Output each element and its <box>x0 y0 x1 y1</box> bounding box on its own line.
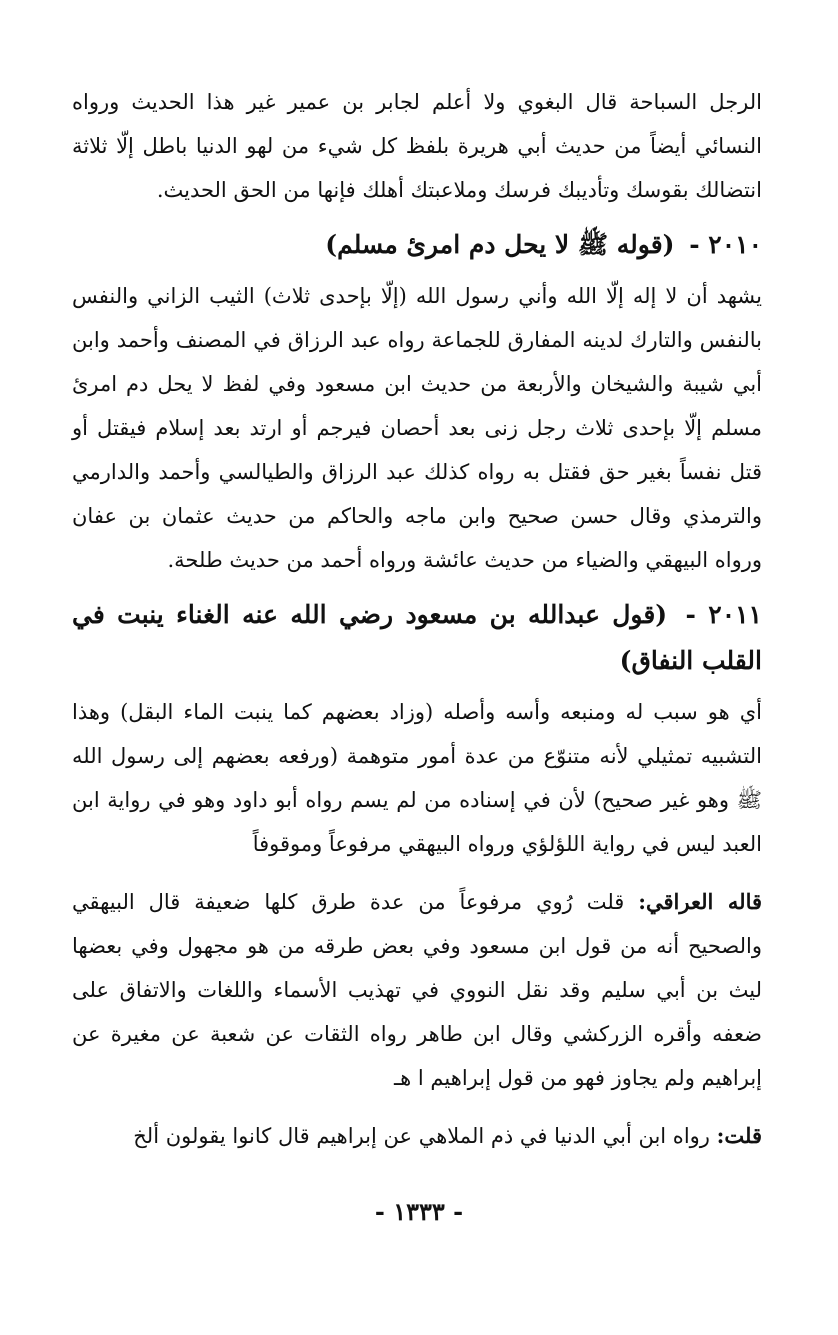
section-title: (قول عبدالله بن مسعود رضي الله عنه الغناء ينبت في القلب النفاق) <box>72 600 762 675</box>
closing-lead: قلت: <box>716 1123 762 1148</box>
page-number: - ١٣٣٣ - <box>374 1197 464 1226</box>
iraqi-paragraph <box>72 880 762 1100</box>
section-heading-2011 <box>72 592 762 684</box>
section-number: ٢٠١١ - <box>685 600 762 629</box>
section-title: (قوله ﷺ لا يحل دم امرئ مسلم) <box>325 230 675 259</box>
iraqi-lead: قاله العراقي: <box>638 889 763 914</box>
closing-paragraph <box>72 1114 762 1158</box>
section-paragraph-2010: يشهد أن لا إله إلّا الله وأني رسول الله (إلّا بإحدى ثلاث) الثيب الزاني والنفس بالنفس والتارك لدينه المفارق للجماعة رواه عبد الرزاق في المصنف وأحمد وابن أبي شيبة والشيخان والأربعة من حديث ابن مسعود وفي لفظ لا يحل دم امرئ مسلم إلّا بإحدى ثلاث رجل زنى بعد أحصان فيرجم أو ارتد بعد إسلام فيقتل أو قتل نفساً بغير حق فقتل به رواه كذلك عبد الرزاق والطيالسي وأحمد والدارمي والترمذي وقال حسن صحيح وابن ماجه والحاكم من حديث عثمان بن عفان ورواه البيهقي والضياء من حديث عائشة ورواه أحمد من حديث طلحة. <box>72 284 762 572</box>
page-body <box>72 80 762 1158</box>
section-paragraph-2011: أي هو سبب له ومنبعه وأسه وأصله (وزاد بعضهم كما ينبت الماء البقل) وهذا التشبيه تمثيلي لأنه متنوّع من عدة أمور متوهمة (ورفعه بعضهم إلى رسول الله ﷺ وهو غير صحيح) لأن في إسناده من لم يسم رواه أبو داود وهو في رواية ابن العبد ليس في رواية اللؤلؤي ورواه البيهقي مرفوعاً وموقوفاً <box>72 700 762 856</box>
closing-text: رواه ابن أبي الدنيا في ذم الملاهي عن إبراهيم قال كانوا يقولون ألخ <box>133 1124 710 1148</box>
iraqi-text: قلت رُوي مرفوعاً من عدة طرق كلها ضعيفة قال البيهقي والصحيح أنه من قول ابن مسعود وفي بعض طرقه من هو مجهول وفي بعضها ليث بن أبي سليم وقد نقل النووي في تهذيب الأسماء واللغات والاتفاق على ضعفه وأقره الزركشي وقال ابن طاهر رواه الثقات عن شعبة عن مغيرة عن إبراهيم ولم يجاوز فهو من قول إبراهيم ا هـ <box>72 890 762 1090</box>
intro-paragraph: الرجل السباحة قال البغوي ولا أعلم لجابر بن عمير غير هذا الحديث ورواه النسائي أيضاً من حديث أبي هريرة بلفظ كل شيء من لهو الدنيا باطل إلّا ثلاثة انتضالك بقوسك وتأديبك فرسك وملاعبتك أهلك فإنها من الحق الحديث. <box>72 90 762 202</box>
section-heading-2010 <box>72 222 762 268</box>
section-number: ٢٠١٠ - <box>689 230 762 259</box>
